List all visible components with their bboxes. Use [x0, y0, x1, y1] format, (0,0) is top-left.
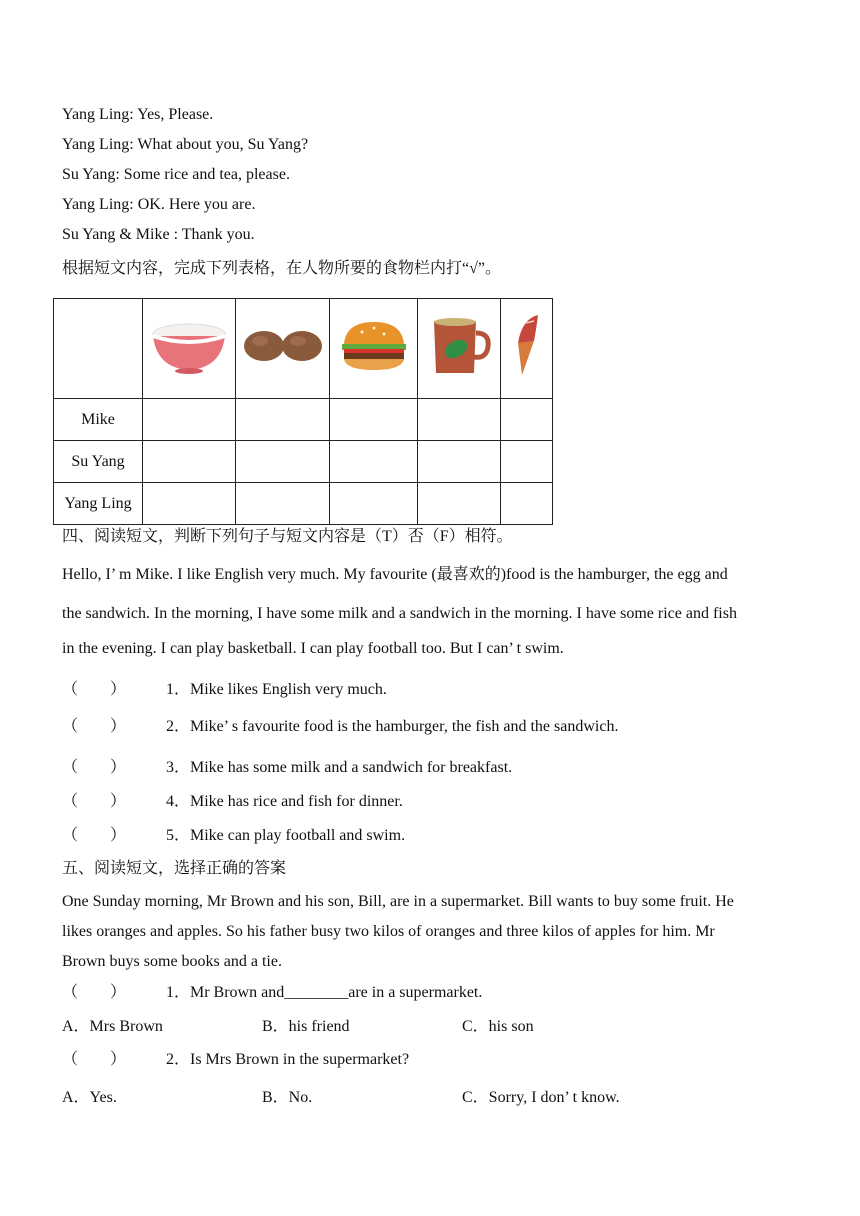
section5-passage-line-1: One Sunday morning, Mr Brown and his son, Bill, are in a supermarket. Bill wants to buy some fruit. He [62, 893, 734, 910]
dialogue-line-5: Su Yang & Mike : Thank you. [62, 226, 255, 243]
tea-cup-icon [426, 313, 492, 379]
answer-blank[interactable]: （ ） [62, 793, 127, 810]
question-text: 4．Mike has rice and fish for dinner. [166, 793, 403, 810]
row-label-mike: Mike [54, 399, 143, 441]
check-cell[interactable] [236, 441, 330, 483]
tf-question [62, 758, 512, 778]
check-cell[interactable] [143, 399, 236, 441]
question-text: 5．Mike can play football and swim. [166, 827, 406, 844]
mc-question [62, 983, 482, 1003]
check-cell[interactable] [143, 441, 236, 483]
option-a[interactable]: A．Mrs Brown [62, 1018, 163, 1035]
check-cell[interactable] [501, 483, 553, 525]
tf-question [62, 826, 405, 846]
check-cell[interactable] [330, 399, 418, 441]
tf-question [62, 717, 618, 737]
food-col-ice-cream [501, 299, 553, 399]
section4-passage-line-1: Hello, I’ m Mike. I like English very much. My favourite (最喜欢的)food is the hamburger, the egg and [62, 566, 728, 583]
answer-blank[interactable]: （ ） [62, 718, 127, 735]
question-text: 2．Mike’ s favourite food is the hamburger, the fish and the sandwich. [166, 718, 619, 735]
option-c[interactable]: C．his son [462, 1018, 534, 1035]
food-col-tea [418, 299, 501, 399]
section4-passage-line-3: in the evening. I can play basketball. I can play football too. But I can’ t swim. [62, 640, 564, 657]
dialogue-line-1: Yang Ling: Yes, Please. [62, 106, 214, 123]
check-cell[interactable] [418, 441, 501, 483]
option-b[interactable]: B．his friend [262, 1018, 350, 1035]
answer-blank[interactable]: （ ） [62, 984, 127, 1001]
tf-question [62, 792, 403, 812]
answer-blank[interactable]: （ ） [62, 759, 127, 776]
question-text: 1．Mike likes English very much. [166, 681, 387, 698]
section4-passage-line-2: the sandwich. In the morning, I have some milk and a sandwich in the morning. I have some rice and fish [62, 605, 737, 622]
eggs-icon [242, 326, 324, 366]
option-a[interactable]: A．Yes. [62, 1089, 117, 1106]
row-label-yang-ling: Yang Ling [54, 483, 143, 525]
ice-cream-icon [512, 313, 542, 379]
table-row [54, 483, 553, 525]
check-cell[interactable] [330, 441, 418, 483]
food-table [53, 298, 553, 525]
section4-heading: 四、阅读短文，判断下列句子与短文内容是（T）否（F）相符。 [62, 528, 513, 545]
option-c[interactable]: C．Sorry, I don’ t know. [462, 1089, 620, 1106]
check-cell[interactable] [330, 483, 418, 525]
answer-blank[interactable]: （ ） [62, 681, 127, 698]
check-cell[interactable] [418, 483, 501, 525]
table-instruction: 根据短文内容，完成下列表格，在人物所要的食物栏内打“√”。 [62, 260, 501, 277]
check-cell[interactable] [501, 441, 553, 483]
section5-heading: 五、阅读短文，选择正确的答案 [62, 860, 287, 877]
rice-bowl-icon [149, 316, 229, 376]
tf-question [62, 680, 387, 700]
check-cell[interactable] [501, 399, 553, 441]
corner-cell [54, 299, 143, 399]
mc-question [62, 1050, 409, 1070]
dialogue-line-4: Yang Ling: OK. Here you are. [62, 196, 256, 213]
check-cell[interactable] [236, 399, 330, 441]
answer-blank[interactable]: （ ） [62, 827, 127, 844]
dialogue-line-2: Yang Ling: What about you, Su Yang? [62, 136, 309, 153]
question-text: 2．Is Mrs Brown in the supermarket? [166, 1051, 410, 1068]
table-row [54, 399, 553, 441]
check-cell[interactable] [143, 483, 236, 525]
food-col-hamburger [330, 299, 418, 399]
row-label-su-yang: Su Yang [54, 441, 143, 483]
table-row [54, 441, 553, 483]
check-cell[interactable] [236, 483, 330, 525]
section5-passage-line-2: likes oranges and apples. So his father busy two kilos of oranges and three kilos of apples for him. Mr [62, 923, 715, 940]
check-cell[interactable] [418, 399, 501, 441]
answer-blank[interactable]: （ ） [62, 1051, 127, 1068]
food-col-rice [143, 299, 236, 399]
option-b[interactable]: B．No. [262, 1089, 313, 1106]
question-text: 1．Mr Brown and________are in a supermarket. [166, 984, 483, 1001]
hamburger-icon [338, 318, 410, 374]
question-text: 3．Mike has some milk and a sandwich for breakfast. [166, 759, 513, 776]
section5-passage-line-3: Brown buys some books and a tie. [62, 953, 282, 970]
dialogue-line-3: Su Yang: Some rice and tea, please. [62, 166, 290, 183]
food-col-eggs [236, 299, 330, 399]
